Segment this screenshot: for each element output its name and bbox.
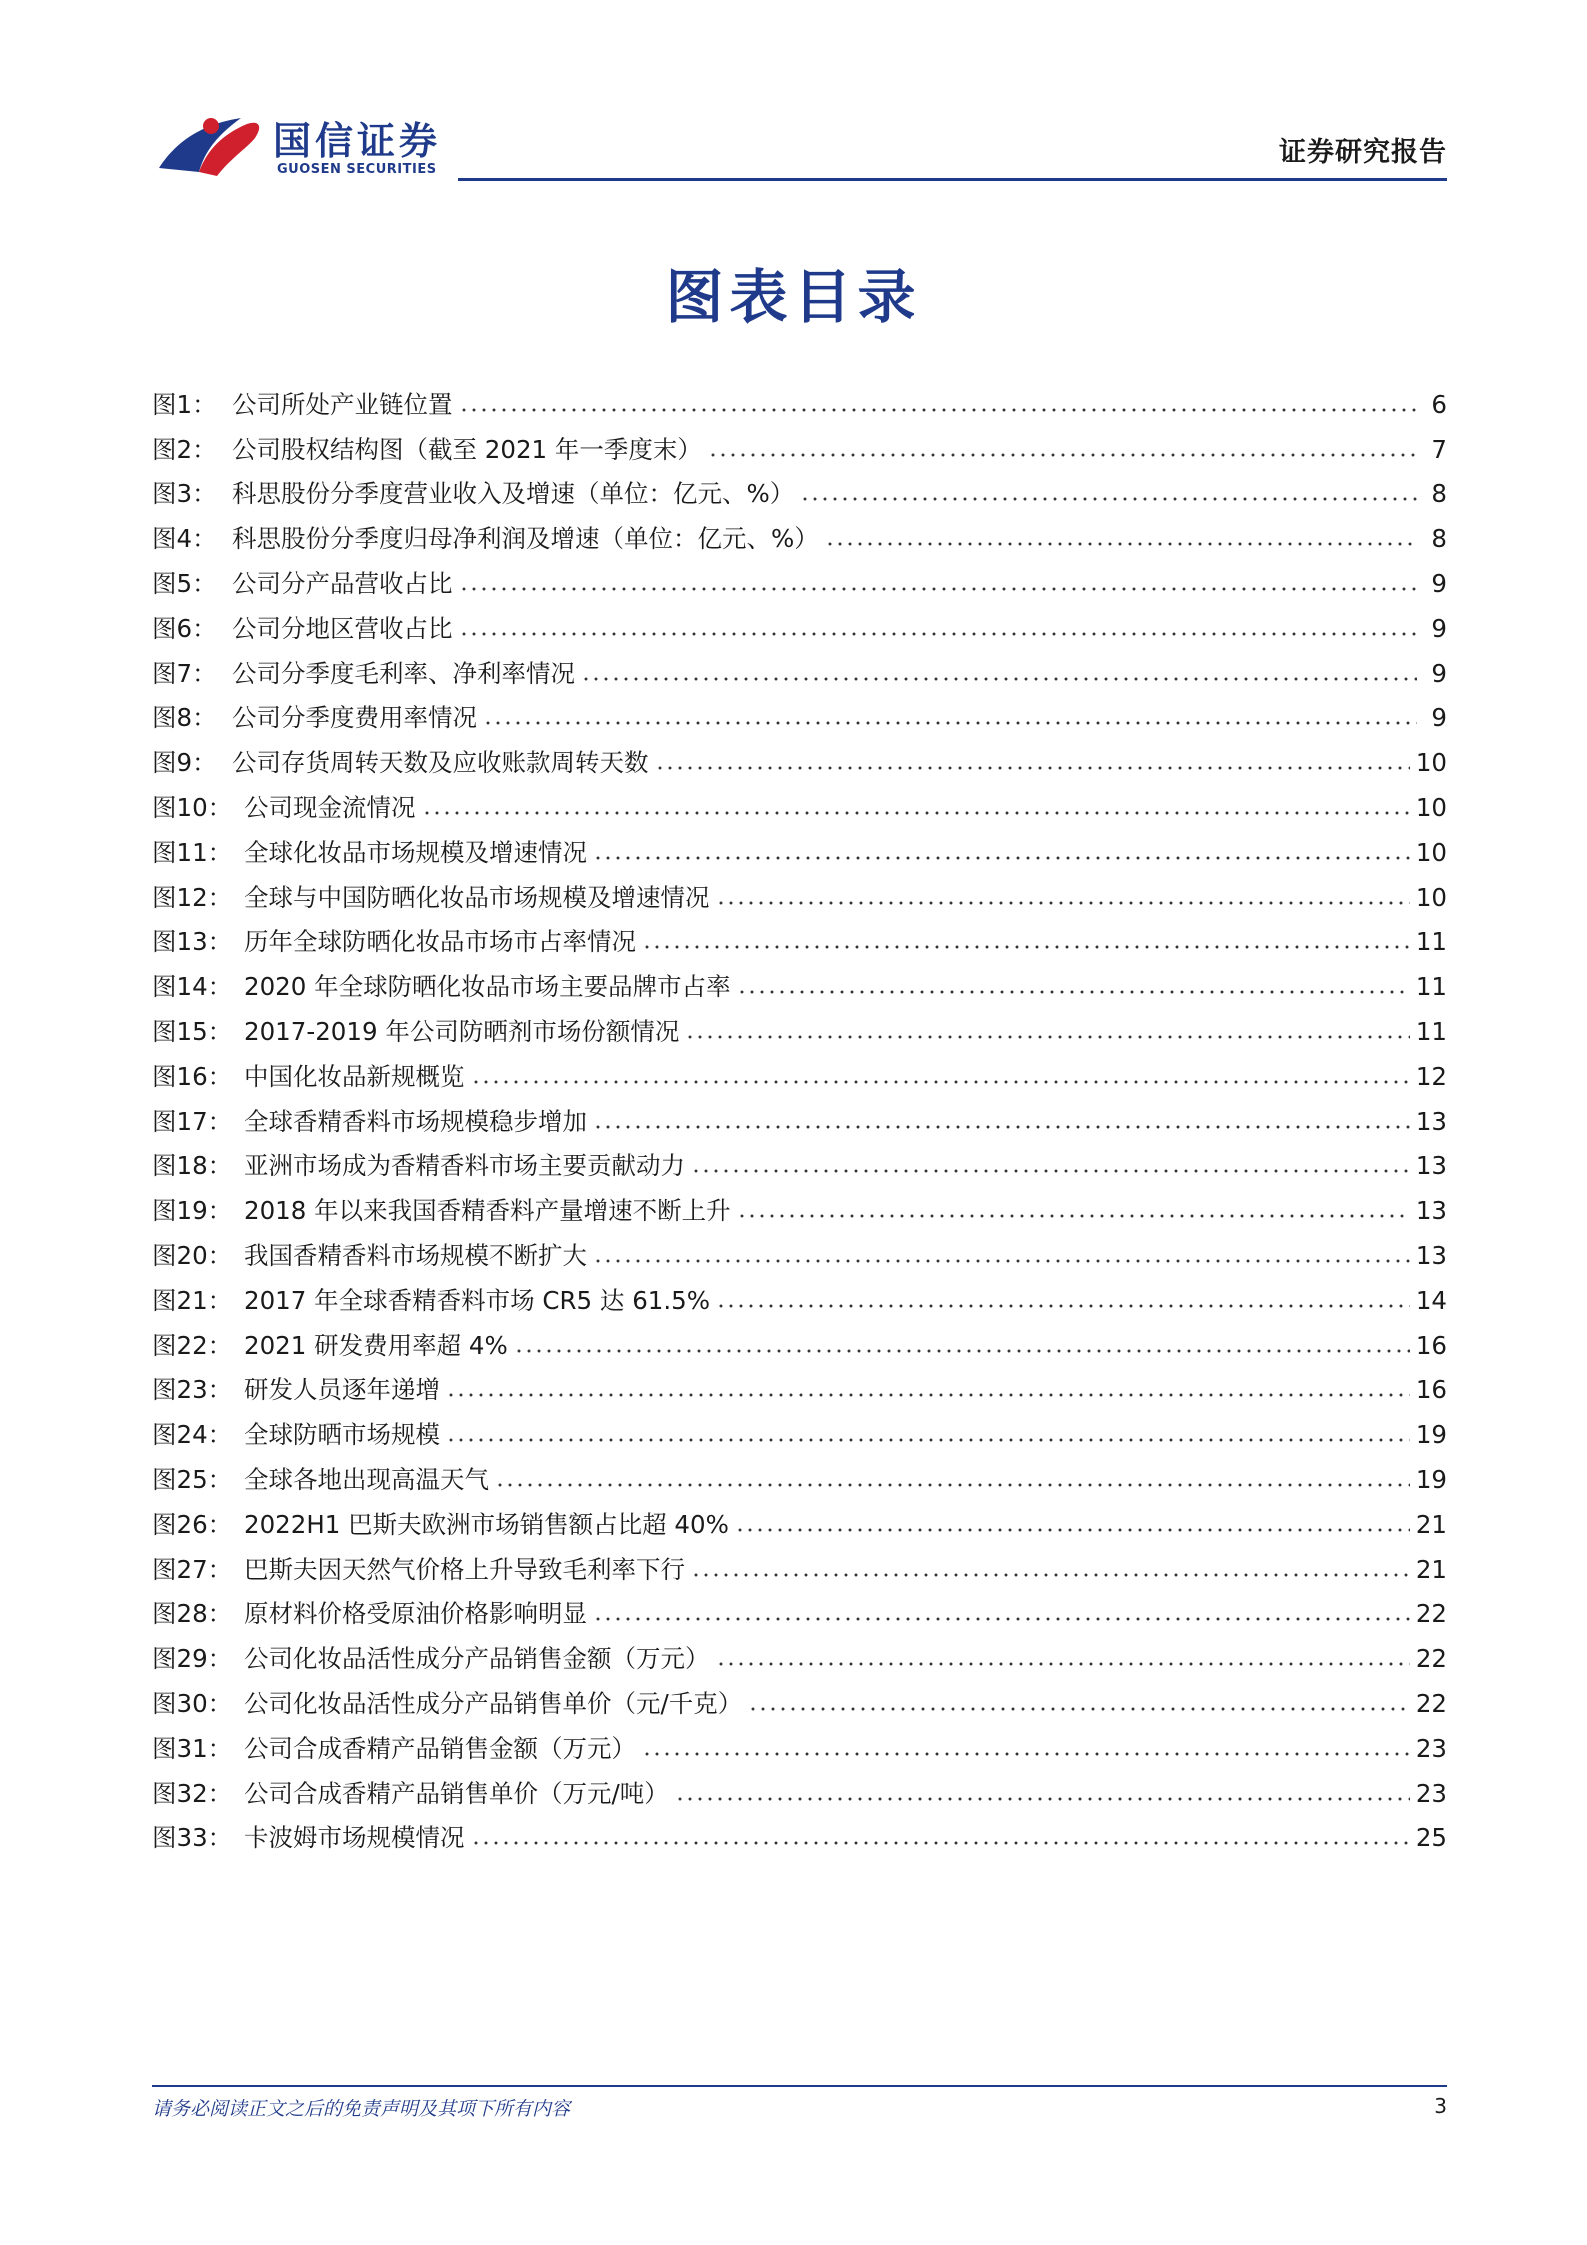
toc-dot-leader (825, 541, 1417, 547)
toc-entry-title: 我国香精香料市场规模不断扩大 (244, 1240, 587, 1270)
toc-entry-page: 16 (1415, 1375, 1447, 1405)
toc-entry-label: 图20： (152, 1240, 233, 1270)
toc-entry-label: 图24： (152, 1420, 233, 1450)
toc-entry-label: 图3： (152, 479, 217, 509)
toc-entry-label: 图2： (152, 434, 217, 464)
toc-entry[interactable] (152, 1271, 1447, 1316)
toc-entry-page: 6 (1431, 389, 1447, 419)
toc-entry-page: 9 (1431, 658, 1447, 688)
toc-dot-leader (593, 855, 1410, 861)
toc-entry[interactable] (152, 1226, 1447, 1271)
toc-entry-title: 科思股份分季度归母净利润及增速（单位：亿元、%） (232, 524, 819, 554)
toc-entry[interactable] (152, 644, 1447, 689)
toc-entry-title: 公司所处产业链位置 (232, 389, 453, 419)
toc-dot-leader (446, 1392, 1410, 1398)
toc-entry-title: 科思股份分季度营业收入及增速（单位：亿元、%） (232, 479, 795, 509)
toc-dot-leader (471, 1840, 1410, 1846)
header-divider (458, 178, 1447, 181)
toc-entry[interactable] (152, 1137, 1447, 1182)
toc-dot-leader (800, 496, 1417, 502)
toc-dot-leader (446, 1437, 1410, 1443)
toc-entry-title: 公司化妆品活性成分产品销售单价（元/千克） (244, 1688, 743, 1718)
toc-entry[interactable] (152, 554, 1447, 599)
report-type-label: 证券研究报告 (1279, 137, 1447, 168)
toc-entry-title: 2021 研发费用率超 4% (244, 1330, 508, 1360)
toc-entry[interactable] (152, 913, 1447, 958)
toc-entry[interactable] (152, 868, 1447, 913)
toc-dot-leader (748, 1706, 1410, 1712)
toc-entry-label: 图21： (152, 1285, 233, 1315)
toc-entry-label: 图9： (152, 748, 217, 778)
toc-entry-page: 22 (1415, 1688, 1447, 1718)
toc-entry[interactable] (152, 1629, 1447, 1674)
toc-entry-title: 卡波姆市场规模情况 (244, 1823, 465, 1853)
toc-dot-leader (716, 1303, 1410, 1309)
toc-entry-label: 图16： (152, 1061, 233, 1091)
toc-entry-label: 图5： (152, 568, 217, 598)
toc-entry-label: 图23： (152, 1375, 233, 1405)
toc-dot-leader (691, 1168, 1410, 1174)
toc-entry-page: 10 (1415, 882, 1447, 912)
guosen-logo-icon (155, 110, 265, 185)
toc-entry-title: 公司存货周转天数及应收账款周转天数 (232, 748, 649, 778)
toc-entry-label: 图12： (152, 882, 233, 912)
toc-entry[interactable] (152, 1450, 1447, 1495)
toc-entry-page: 23 (1415, 1733, 1447, 1763)
toc-entry-title: 2020 年全球防晒化妆品市场主要品牌市占率 (244, 972, 731, 1002)
toc-entry-page: 19 (1415, 1464, 1447, 1494)
toc-entry-label: 图4： (152, 524, 217, 554)
toc-entry-page: 9 (1431, 568, 1447, 598)
toc-entry-label: 图14： (152, 972, 233, 1002)
toc-entry[interactable] (152, 1047, 1447, 1092)
toc-entry-page: 7 (1431, 434, 1447, 464)
toc-entry-title: 2022H1 巴斯夫欧洲市场销售额占比超 40% (244, 1509, 729, 1539)
toc-entry-page: 11 (1415, 1016, 1447, 1046)
toc-entry-title: 公司化妆品活性成分产品销售金额（万元） (244, 1644, 710, 1674)
toc-entry[interactable] (152, 1361, 1447, 1406)
toc-entry-page: 16 (1415, 1330, 1447, 1360)
toc-entry[interactable] (152, 509, 1447, 554)
toc-entry[interactable] (152, 1495, 1447, 1540)
toc-dot-leader (514, 1348, 1410, 1354)
toc-entry-label: 图8： (152, 703, 217, 733)
toc-entry[interactable] (152, 823, 1447, 868)
toc-entry-title: 公司现金流情况 (244, 792, 416, 822)
toc-entry-label: 图13： (152, 927, 233, 957)
toc-entry-title: 2018 年以来我国香精香料产量增速不断上升 (244, 1196, 731, 1226)
toc-entry-page: 9 (1431, 613, 1447, 643)
page-title: 图表目录 (665, 263, 922, 331)
toc-entry-label: 图32： (152, 1778, 233, 1808)
toc-entry-label: 图25： (152, 1464, 233, 1494)
toc-dot-leader (675, 1796, 1410, 1802)
toc-entry-title: 全球防晒市场规模 (244, 1420, 440, 1450)
toc-entry-page: 11 (1415, 972, 1447, 1002)
toc-dot-leader (642, 944, 1410, 950)
toc-entry-page: 22 (1415, 1644, 1447, 1674)
toc-dot-leader (642, 1751, 1410, 1757)
toc-entry-page: 13 (1415, 1106, 1447, 1136)
toc-entry-label: 图28： (152, 1599, 233, 1629)
toc-entry[interactable] (152, 1719, 1447, 1764)
logo-chinese-name: 国信证券 (273, 119, 442, 163)
toc-entry-title: 公司分产品营收占比 (232, 568, 453, 598)
toc-dot-leader (737, 989, 1410, 995)
toc-dot-leader (483, 720, 1417, 726)
toc-entry-page: 13 (1415, 1151, 1447, 1181)
toc-entry[interactable] (152, 1002, 1447, 1047)
toc-entry[interactable] (152, 1585, 1447, 1630)
toc-entry-page: 9 (1431, 703, 1447, 733)
toc-entry[interactable] (152, 1674, 1447, 1719)
toc-dot-leader (716, 1661, 1410, 1667)
toc-entry[interactable] (152, 599, 1447, 644)
toc-dot-leader (737, 1213, 1410, 1219)
toc-entry[interactable] (152, 375, 1447, 420)
toc-dot-leader (685, 1034, 1409, 1040)
toc-dot-leader (593, 1124, 1410, 1130)
toc-entry-label: 图11： (152, 837, 233, 867)
toc-entry-page: 11 (1415, 927, 1447, 957)
toc-entry-page: 10 (1415, 748, 1447, 778)
toc-entry-label: 图7： (152, 658, 217, 688)
figure-table-of-contents (152, 375, 1447, 1853)
toc-entry-label: 图1： (152, 389, 217, 419)
toc-entry-title: 研发人员逐年递增 (244, 1375, 440, 1405)
toc-entry-label: 图10： (152, 792, 233, 822)
toc-dot-leader (471, 1079, 1410, 1085)
logo-english-name: GUOSEN SECURITIES (277, 162, 437, 177)
toc-entry-title: 原材料价格受原油价格影响明显 (244, 1599, 587, 1629)
toc-entry-title: 历年全球防晒化妆品市场市占率情况 (244, 927, 636, 957)
toc-entry-page: 25 (1415, 1823, 1447, 1853)
toc-dot-leader (459, 586, 1418, 592)
toc-entry-title: 公司合成香精产品销售单价（万元/吨） (244, 1778, 669, 1808)
toc-entry-title: 全球与中国防晒化妆品市场规模及增速情况 (244, 882, 710, 912)
toc-entry-page: 10 (1415, 837, 1447, 867)
toc-dot-leader (691, 1572, 1410, 1578)
company-logo (155, 110, 455, 185)
toc-entry-title: 全球化妆品市场规模及增速情况 (244, 837, 587, 867)
toc-entry-label: 图29： (152, 1644, 233, 1674)
toc-entry-label: 图22： (152, 1330, 233, 1360)
toc-dot-leader (422, 810, 1410, 816)
toc-entry-title: 亚洲市场成为香精香料市场主要贡献动力 (244, 1151, 685, 1181)
toc-entry-label: 图27： (152, 1554, 233, 1584)
toc-dot-leader (716, 900, 1410, 906)
toc-entry-label: 图26： (152, 1509, 233, 1539)
toc-entry-page: 13 (1415, 1240, 1447, 1270)
toc-entry-page: 13 (1415, 1196, 1447, 1226)
toc-entry-label: 图18： (152, 1151, 233, 1181)
toc-entry-label: 图33： (152, 1823, 233, 1853)
toc-dot-leader (593, 1258, 1410, 1264)
toc-entry-title: 公司分季度费用率情况 (232, 703, 477, 733)
toc-entry[interactable] (152, 778, 1447, 823)
toc-entry-title: 公司分季度毛利率、净利率情况 (232, 658, 575, 688)
toc-entry-title: 全球香精香料市场规模稳步增加 (244, 1106, 587, 1136)
toc-entry-page: 23 (1415, 1778, 1447, 1808)
toc-dot-leader (735, 1527, 1410, 1533)
toc-entry[interactable] (152, 1540, 1447, 1585)
toc-entry-label: 图15： (152, 1016, 233, 1046)
toc-entry-page: 14 (1415, 1285, 1447, 1315)
toc-entry-page: 21 (1415, 1509, 1447, 1539)
toc-entry-title: 公司合成香精产品销售金额（万元） (244, 1733, 636, 1763)
toc-entry-page: 12 (1415, 1061, 1447, 1091)
toc-entry-page: 21 (1415, 1554, 1447, 1584)
toc-entry-page: 8 (1431, 479, 1447, 509)
toc-entry[interactable] (152, 1181, 1447, 1226)
toc-dot-leader (655, 765, 1410, 771)
disclaimer-note: 请务必阅读正文之后的免责声明及其项下所有内容 (152, 2098, 571, 2120)
toc-entry[interactable] (152, 733, 1447, 778)
toc-dot-leader (495, 1482, 1410, 1488)
toc-dot-leader (581, 676, 1417, 682)
toc-entry-title: 公司分地区营收占比 (232, 613, 453, 643)
toc-entry-page: 8 (1431, 524, 1447, 554)
toc-entry-label: 图19： (152, 1196, 233, 1226)
page-header (0, 0, 1587, 190)
toc-entry[interactable] (152, 1405, 1447, 1450)
toc-entry-page: 19 (1415, 1420, 1447, 1450)
toc-entry-title: 中国化妆品新规概览 (244, 1061, 465, 1091)
toc-entry[interactable] (152, 957, 1447, 1002)
page-number: 3 (1434, 2094, 1447, 2118)
toc-entry-title: 巴斯夫因天然气价格上升导致毛利率下行 (244, 1554, 685, 1584)
toc-entry[interactable] (152, 1092, 1447, 1137)
toc-entry-title: 2017-2019 年公司防晒剂市场份额情况 (244, 1016, 680, 1046)
toc-entry[interactable] (152, 420, 1447, 465)
toc-entry-label: 图31： (152, 1733, 233, 1763)
toc-entry-title: 全球各地出现高温天气 (244, 1464, 489, 1494)
toc-dot-leader (459, 631, 1418, 637)
toc-dot-leader (708, 452, 1417, 458)
toc-entry-label: 图17： (152, 1106, 233, 1136)
toc-entry-title: 2017 年全球香精香料市场 CR5 达 61.5% (244, 1285, 711, 1315)
toc-entry-label: 图6： (152, 613, 217, 643)
toc-entry-title: 公司股权结构图（截至 2021 年一季度末） (232, 434, 702, 464)
toc-entry-page: 22 (1415, 1599, 1447, 1629)
toc-entry[interactable] (152, 1764, 1447, 1809)
toc-entry-page: 10 (1415, 792, 1447, 822)
toc-entry[interactable] (152, 689, 1447, 734)
toc-entry[interactable] (152, 465, 1447, 510)
toc-dot-leader (459, 407, 1418, 413)
toc-entry[interactable] (152, 1316, 1447, 1361)
toc-entry-label: 图30： (152, 1688, 233, 1718)
footer-divider (152, 2085, 1447, 2087)
toc-entry[interactable] (152, 1809, 1447, 1854)
toc-dot-leader (593, 1616, 1410, 1622)
